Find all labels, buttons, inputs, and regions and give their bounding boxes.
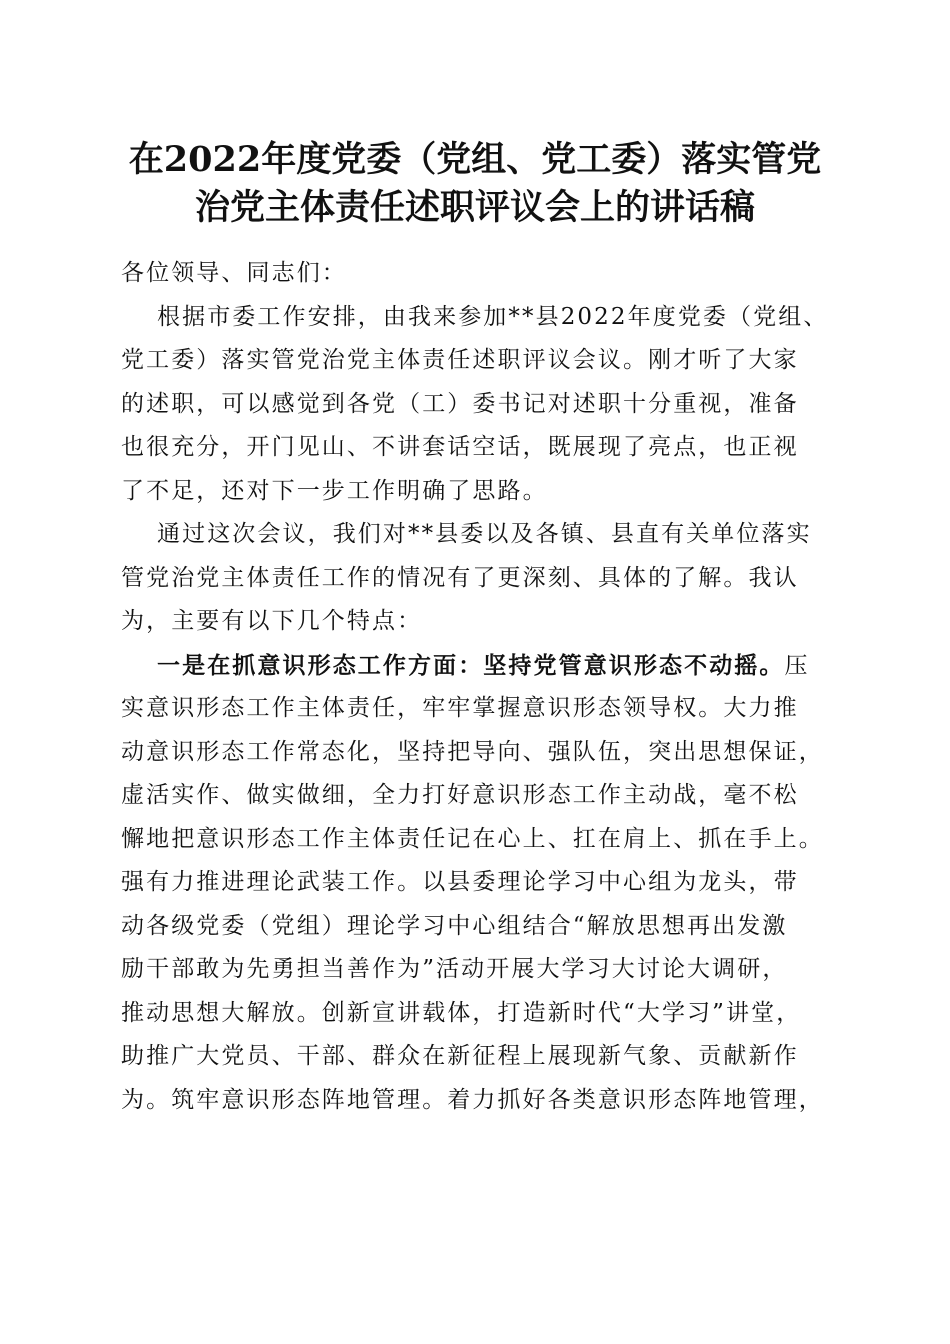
paragraph-line: 推动思想大解放。创新宣讲载体，打造新时代“大学习”讲堂，: [121, 999, 802, 1026]
document-title: [60, 136, 890, 232]
paragraph-line: 管党治党主体责任工作的情况有了更深刻、具体的了解。我认: [121, 564, 799, 591]
salutation: 各位领导、同志们：: [121, 260, 347, 286]
paragraph-text: 压: [784, 652, 810, 679]
paragraph-line: 根据市委工作安排，由我来参加**县2022年度党委（党组、: [157, 303, 829, 330]
title-line-2: 治党主体责任述职评议会上的讲话稿: [194, 187, 755, 228]
paragraph-line: 励干部敢为先勇担当善作为”活动开展大学习大讨论大调研，: [121, 956, 788, 982]
paragraph-1: [121, 296, 833, 514]
section-heading: 一是在抓意识形态工作方面：坚持党管意识形态不动摇。: [157, 651, 785, 679]
paragraph-line: 虚活实作、做实做细，全力打好意识形态工作主动战，毫不松: [121, 782, 799, 808]
paragraph-2: [121, 513, 833, 644]
paragraph-3: [121, 644, 833, 1123]
paragraph-line: 助推广大党员、干部、群众在新征程上展现新气象、贡献新作: [121, 1043, 799, 1069]
paragraph-line: 了不足，还对下一步工作明确了思路。: [121, 477, 548, 504]
paragraph-line: 的述职，可以感觉到各党（工）委书记对述职十分重视，准备: [121, 390, 799, 417]
paragraph-line: 动各级党委（党组）理论学习中心组结合“解放思想再出发激: [121, 912, 788, 939]
paragraph-line: 党工委）落实管党治党主体责任述职评议会议。刚才听了大家: [121, 347, 799, 373]
title-line-1: 在2022年度党委（党组、党工委）落实管党: [128, 139, 822, 180]
paragraph-line: 动意识形态工作常态化，坚持把导向、强队伍，突出思想保证，: [121, 738, 824, 765]
document-body: [121, 252, 833, 1122]
paragraph-line: 为。筑牢意识形态阵地管理。着力抓好各类意识形态阵地管理，: [121, 1086, 824, 1113]
paragraph-line: 也很充分，开门见山、不讲套话空话，既展现了亮点，也正视: [121, 434, 799, 460]
paragraph-line: 强有力推进理论武装工作。以县委理论学习中心组为龙头，带: [121, 869, 799, 895]
paragraph-line: 实意识形态工作主体责任，牢牢掌握意识形态领导权。大力推: [121, 695, 799, 721]
paragraph-line: [121, 644, 833, 688]
paragraph-line: 懈地把意识形态工作主体责任记在心上、扛在肩上、抓在手上。: [121, 825, 824, 852]
paragraph-line: 通过这次会议，我们对**县委以及各镇、县直有关单位落实: [157, 521, 812, 547]
paragraph-line: 为，主要有以下几个特点：: [121, 608, 423, 634]
